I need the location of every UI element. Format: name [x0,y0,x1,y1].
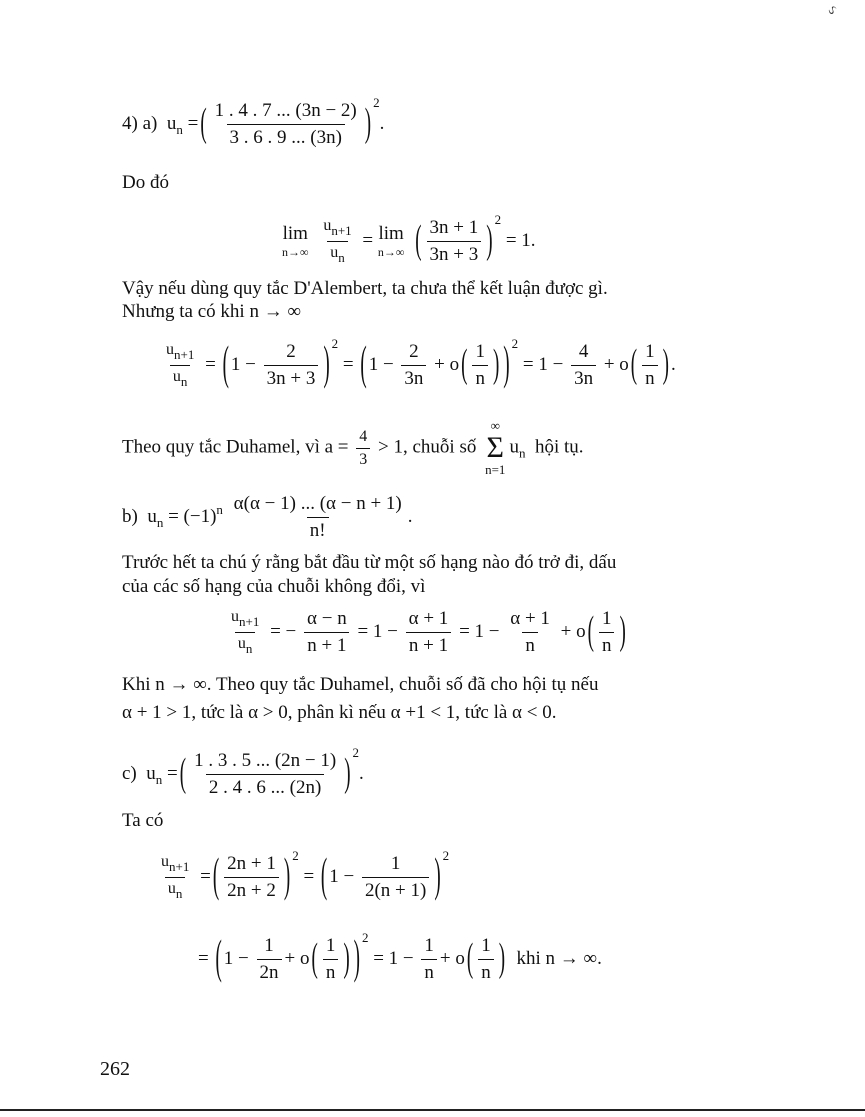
fraction: $\frac{1 . 4 . 7 ... (3n - 2)}{3 . 6 . 9 ... (3n)}$ [214,100,357,149]
paragraph: Trước hết ta chú ý rằng bắt đầu từ một số hạng nào đó trở đi, dấu [122,552,617,573]
item-label: 4) a) [122,113,158,134]
page-bottom-rule [0,1109,865,1111]
sum-symbol: ∞ Σ n=1 [485,418,506,477]
corner-mark: ઽ [825,1,840,18]
paragraph: Vậy nếu dùng quy tắc D'Alembert, ta chưa thể kết luận được gì. [122,278,608,299]
item-b-formula: b) $u_n = (-1)^n$ $\frac{\alpha(\alpha - 1) ... (\alpha - n + 1)}{n!}$ . [122,493,413,541]
ratio-equation: $\frac{u_{n+1}}{u_n}$ = ( 1 − $\frac{2}{3n + 3}$ ) $^2$ = ( 1 − $\frac{2}{3n}$ + o ( $\frac{1}{n}$ ) ) $^2$ = 1 − $\frac{4}{3n}$ + o ( $\frac{1}{n}$ ) . [166,336,676,391]
limit-operator: lim n→∞ [282,223,309,260]
text-ta-co: Ta có [122,810,164,831]
page-number: 262 [100,1058,130,1080]
fraction: $\frac{3n + 1}{3n + 3}$ [427,217,482,266]
ratio-equation-c1: $\frac{u_{n+1}}{u_n}$ = ( $\frac{2n + 1}{2n + 2}$ ) $^2$ = ( 1 − $\frac{1}{2(n + 1)}$ ) $^2$ [161,848,450,903]
ratio-equation-c2: = ( 1 − $\frac{1}{2n}$ + o ( $\frac{1}{n}$ ) ) $^2$ = 1 − $\frac{1}{n}$ + o ( $\frac{1}{n}$ ) khi n → ∞. [198,930,602,985]
fraction: $\frac{u_{n+1}}{u_n}$ [323,217,352,266]
item-4a-formula: 4) a) $u_n$ = ( $\frac{1 . 4 . 7 ... (3n - 2)}{3 . 6 . 9 ... (3n)}$ ) $^2$. [122,95,385,149]
limit-operator: lim n→∞ [377,223,405,260]
ratio-equation-b: $\frac{u_{n+1}}{u_n}$ = − $\frac{\alpha - n}{n + 1}$ = 1 − $\frac{\alpha + 1}{n + 1}$ = 1 − $\frac{\alpha + 1}{n}$ + o ( $\frac{1}{n}$ ) [231,608,626,656]
paragraph: của các số hạng của chuỗi không đổi, vì [122,576,426,597]
paragraph: Nhưng ta có khi n → ∞ [122,301,301,322]
duhamel-statement: Theo quy tắc Duhamel, vì a = $\frac{4}{3}$ > 1, chuỗi số ∞ Σ n=1 $u_n$ hội tụ. [122,418,584,477]
paragraph: Khi n → ∞. Theo quy tắc Duhamel, chuỗi số đã cho hội tụ nếu [122,674,599,695]
item-c-formula: c) $u_n$ = ( $\frac{1 . 3 . 5 ... (2n - 1)}{2 . 4 . 6 ... (2n)}$ ) $^2$. [122,745,364,799]
paragraph: α + 1 > 1, tức là α > 0, phân kì nếu α +1 < 1, tức là α < 0. [122,702,557,723]
text-do-do: Do đó [122,172,169,193]
limit-equation: lim n→∞ $\frac{u_{n+1}}{u_n}$ = lim n→∞ ( $\frac{3n + 1}{3n + 3}$ ) $^2$ = 1. [282,212,536,266]
